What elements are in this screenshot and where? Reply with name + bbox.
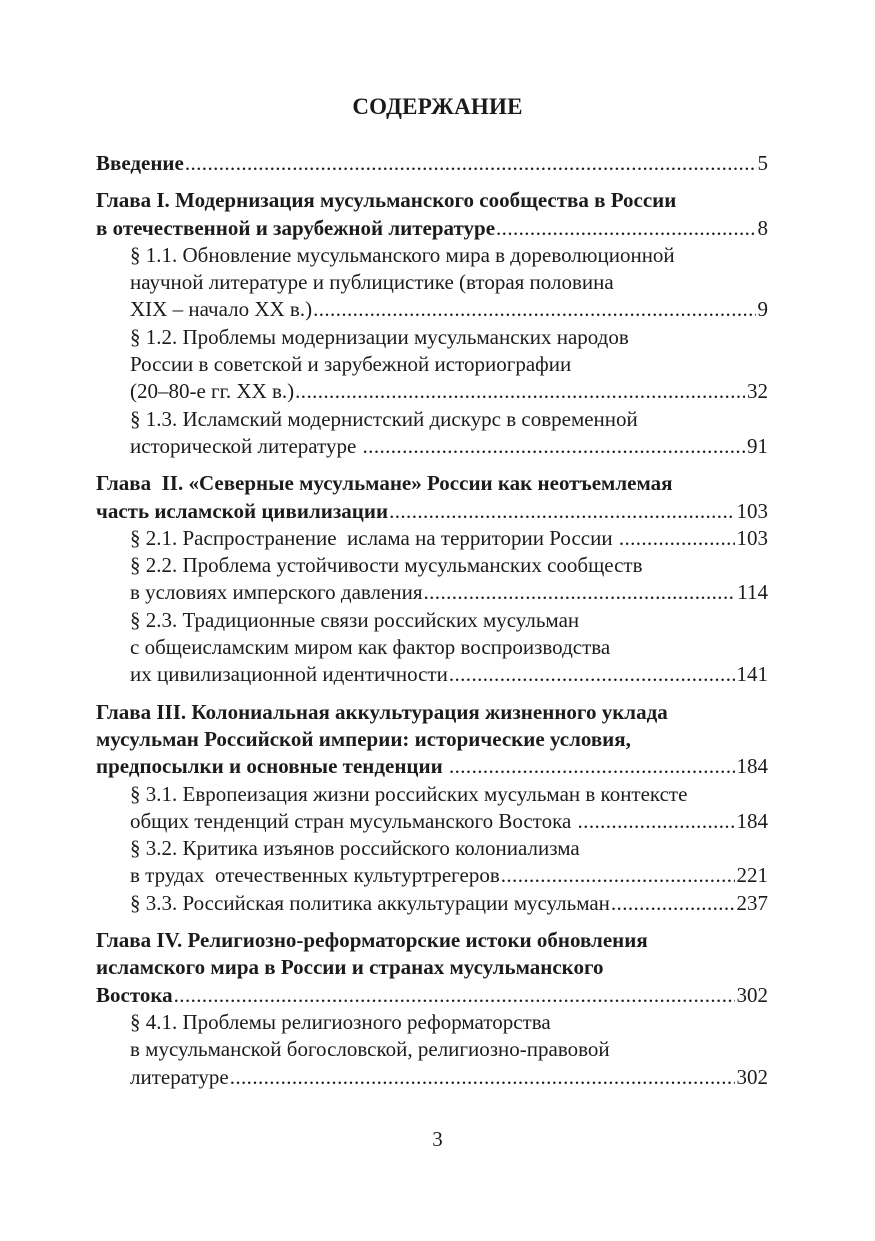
toc-entry-title: часть исламской цивилизации (96, 498, 389, 523)
leader-dots (185, 150, 756, 177)
toc-page-number: 8 (757, 215, 768, 240)
toc-page-number: 302 (736, 982, 768, 1007)
toc-chapter-4[interactable] (96, 927, 768, 1009)
toc-section-2-3[interactable] (96, 607, 768, 689)
toc-entry-title: Глава IV. Религиозно-реформаторские истоки обновления (96, 928, 648, 953)
toc-section-4-1[interactable] (96, 1009, 768, 1091)
toc-entry-title: исторической литературе (130, 433, 362, 458)
toc-section-1-3[interactable] (96, 406, 768, 461)
leader-dots (496, 215, 755, 242)
toc-section-3-2[interactable] (96, 835, 768, 890)
toc-entry-title: § 2.2. Проблема устойчивости мусульманских сообществ (130, 553, 643, 578)
toc-page-number: 184 (736, 754, 768, 779)
toc-entry-title: § 3.1. Европеизация жизни российских мусульман в контексте (130, 781, 688, 806)
toc-entry-title: § 4.1. Проблемы религиозного реформаторства (130, 1009, 551, 1034)
toc-entry-title: их цивилизационной идентичности (130, 662, 448, 687)
toc-entry-title: с общеисламским миром как фактор воспроизводства (130, 635, 611, 660)
toc-entry-title: Глава III. Колониальная аккультурация жизненного уклада (96, 699, 668, 724)
page-number: 3 (432, 1127, 443, 1151)
leader-dots (424, 579, 736, 606)
toc-page-number: 32 (747, 379, 768, 404)
toc-entry-title: в отечественной и зарубежной литературе (96, 215, 496, 240)
toc-entry-title: § 1.3. Исламский модернистский дискурс в современной (130, 406, 638, 431)
leader-dots (449, 661, 735, 688)
leader-dots (313, 296, 755, 323)
toc-chapter-3[interactable] (96, 699, 768, 781)
toc-entry-title: литературе (130, 1064, 229, 1089)
toc-page-number: 114 (737, 580, 768, 605)
toc-page-number: 5 (757, 151, 768, 175)
toc-entry-title: § 1.1. Обновление мусульманского мира в дореволюционной (130, 242, 675, 267)
toc-page-number: 9 (757, 297, 768, 322)
toc-entry-title: исламского мира в России и странах мусульманского (96, 955, 604, 980)
leader-dots (295, 378, 745, 405)
toc-entry-title: § 2.3. Традиционные связи российских мусульман (130, 607, 580, 632)
toc-entry-title: Востока (96, 982, 173, 1007)
toc-section-3-1[interactable] (96, 781, 768, 836)
toc-page-number: 103 (736, 525, 768, 550)
toc-entry-title: в условиях имперского давления (130, 580, 423, 605)
toc-chapter-1[interactable] (96, 187, 768, 242)
toc-section-1-1[interactable] (96, 242, 768, 324)
leader-dots (619, 525, 735, 552)
toc-entry-title: в мусульманской богословской, религиозно-правовой (130, 1037, 610, 1062)
leader-dots (363, 433, 745, 460)
toc-chapter-2[interactable] (96, 470, 768, 525)
toc-entry-title: в трудах отечественных культуртрегеров (130, 863, 500, 888)
leader-dots (389, 498, 734, 525)
toc-page-number: 141 (736, 662, 768, 687)
toc-entry-title: предпосылки и основные тенденции (96, 754, 448, 779)
toc-section-3-3[interactable] (96, 890, 768, 917)
toc-page-number: 184 (736, 808, 768, 833)
toc-entry-title: Глава I. Модернизация мусульманского сообщества в России (96, 188, 677, 213)
page-title: СОДЕРЖАНИЕ (352, 94, 523, 119)
toc-entry-title: научной литературе и публицистике (вторая половина (130, 270, 614, 295)
leader-dots (174, 982, 735, 1009)
toc-page-number: 302 (736, 1064, 768, 1089)
toc-entry-title: § 1.2. Проблемы модернизации мусульманских народов (130, 324, 629, 349)
leader-dots (578, 808, 735, 835)
toc-entry-title: § 2.1. Распространение ислама на территории России (130, 525, 618, 550)
toc-page-number: 237 (736, 890, 768, 915)
toc-entry-title: (20–80-е гг. XX в.) (130, 379, 295, 404)
toc-entry-title: мусульман Российской империи: исторические условия, (96, 726, 631, 751)
toc-entry-title: § 3.3. Российская политика аккультурации мусульман (130, 890, 610, 915)
leader-dots (449, 753, 735, 780)
table-of-contents (96, 150, 768, 1091)
toc-section-1-2[interactable] (96, 324, 768, 406)
toc-section-2-2[interactable] (96, 552, 768, 607)
toc-entry-introduction[interactable] (96, 150, 768, 177)
toc-page-number: 91 (747, 433, 768, 458)
toc-page-number: 221 (736, 863, 768, 888)
toc-entry-title: Введение (96, 151, 184, 175)
toc-entry-title: § 3.2. Критика изъянов российского колониализма (130, 836, 580, 861)
leader-dots (611, 890, 735, 917)
toc-entry-title: Глава II. «Северные мусульмане» России как неотъемлемая (96, 471, 673, 496)
toc-entry-title: общих тенденций стран мусульманского Востока (130, 808, 577, 833)
toc-page-number: 103 (736, 498, 768, 523)
toc-section-2-1[interactable] (96, 525, 768, 552)
leader-dots (501, 862, 735, 889)
toc-entry-title: России в советской и зарубежной историографии (130, 352, 572, 377)
toc-entry-title: XIX – начало XX в.) (130, 297, 313, 322)
leader-dots (230, 1064, 735, 1091)
